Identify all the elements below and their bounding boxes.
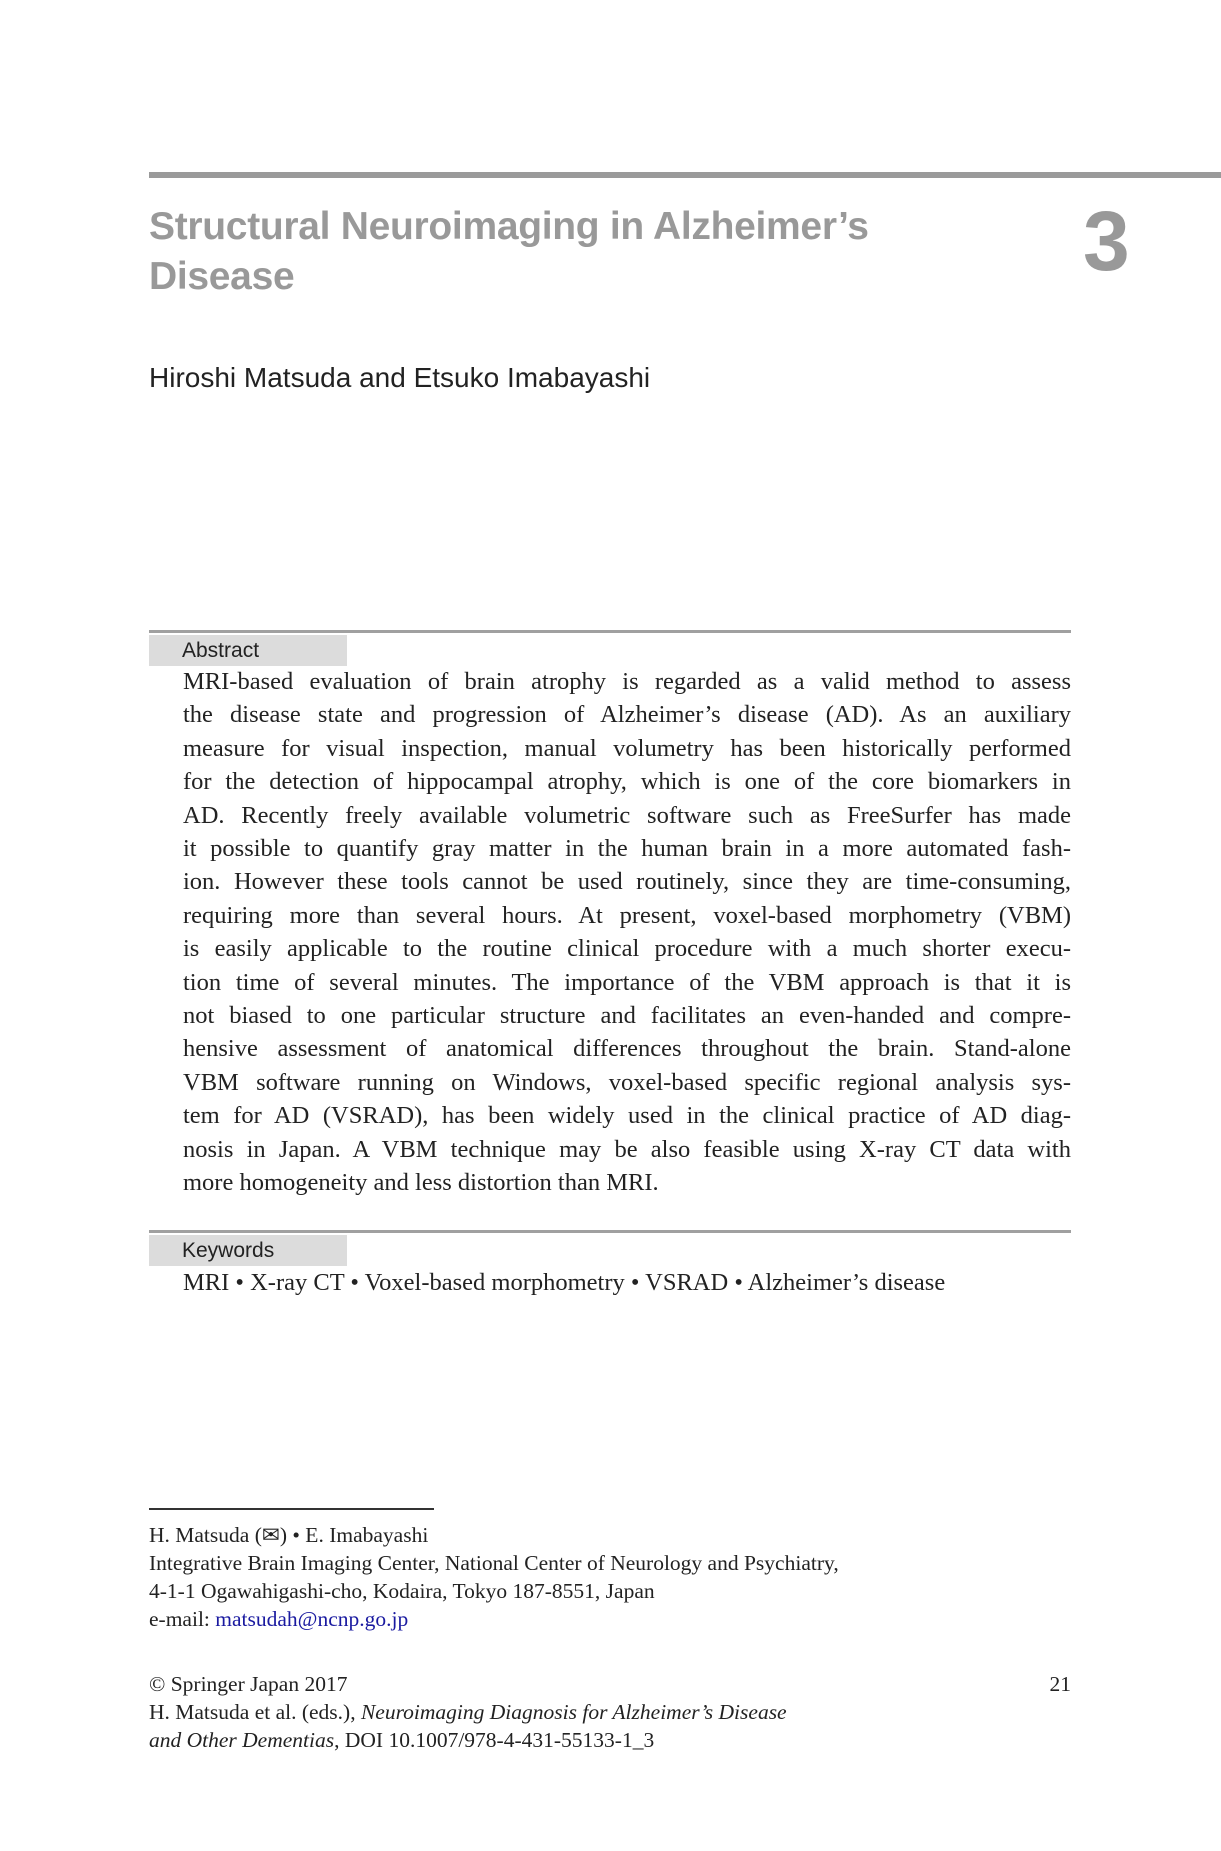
abstract-line: more homogeneity and less distortion than MRI. xyxy=(183,1169,659,1197)
footnote-authors: H. Matsuda (✉) • E. Imabayashi xyxy=(149,1523,429,1547)
citation-doi: , DOI 10.1007/978-4-431-55133-1_3 xyxy=(334,1728,655,1752)
keywords-label: Keywords xyxy=(149,1235,347,1266)
abstract-line: nosis in Japan. A VBM technique may be also feasible using X-ray CT data with xyxy=(183,1135,1071,1163)
page-number: 21 xyxy=(1049,1672,1071,1696)
email-label: e-mail: xyxy=(149,1607,216,1631)
citation-editors: H. Matsuda et al. (eds.), xyxy=(149,1700,361,1724)
abstract-line: tion time of several minutes. The importance of the VBM approach is that it is xyxy=(183,968,1071,996)
footnote-affiliation: Integrative Brain Imaging Center, National Center of Neurology and Psychiatry, xyxy=(149,1551,839,1575)
book-title-part-1: Neuroimaging Diagnosis for Alzheimer’s Disease xyxy=(360,1700,787,1724)
keywords-rule xyxy=(149,1230,1071,1233)
abstract-line: is easily applicable to the routine clinical procedure with a much shorter execu- xyxy=(183,935,1071,963)
citation-line-1 xyxy=(149,1698,787,1726)
chapter-title: Structural Neuroimaging in Alzheimer’s Disease xyxy=(149,205,869,298)
abstract-line: hensive assessment of anatomical differences throughout the brain. Stand-alone xyxy=(183,1035,1071,1063)
citation-line-2 xyxy=(149,1726,654,1754)
abstract-label: Abstract xyxy=(149,635,347,666)
abstract-line: for the detection of hippocampal atrophy, which is one of the core biomarkers in xyxy=(183,768,1071,796)
abstract-line: VBM software running on Windows, voxel-based specific regional analysis sys- xyxy=(183,1068,1071,1096)
abstract-rule xyxy=(149,630,1071,633)
keywords-list: MRI • X-ray CT • Voxel-based morphometry • VSRAD • Alzheimer’s disease xyxy=(183,1269,946,1296)
email-link[interactable]: matsudah@ncnp.go.jp xyxy=(215,1607,409,1631)
abstract-body xyxy=(183,665,1071,1200)
footnote-email-line xyxy=(149,1605,408,1633)
abstract-line: tem for AD (VSRAD), has been widely used in the clinical practice of AD diag- xyxy=(183,1102,1071,1130)
footnote-address: 4-1-1 Ogawahigashi-cho, Kodaira, Tokyo 187-8551, Japan xyxy=(149,1579,655,1603)
abstract-line: measure for visual inspection, manual volumetry has been historically performed xyxy=(183,734,1071,762)
abstract-line: not biased to one particular structure and facilitates an even-handed and compre- xyxy=(183,1002,1071,1030)
book-title-part-2: and Other Dementias xyxy=(149,1728,335,1752)
abstract-line: MRI-based evaluation of brain atrophy is regarded as a valid method to assess xyxy=(183,668,1071,695)
chapter-top-rule xyxy=(149,172,1221,178)
copyright: © Springer Japan 2017 xyxy=(149,1672,348,1696)
footnote-rule xyxy=(149,1508,434,1510)
abstract-line: it possible to quantify gray matter in the human brain in a more automated fash- xyxy=(183,835,1071,863)
abstract-line: ion. However these tools cannot be used routinely, since they are time-consuming, xyxy=(183,868,1071,896)
abstract-line: AD. Recently freely available volumetric software such as FreeSurfer has made xyxy=(183,801,1071,829)
abstract-line: the disease state and progression of Alzheimer’s disease (AD). As an auxiliary xyxy=(183,701,1071,729)
abstract-line: requiring more than several hours. At present, voxel-based morphometry (VBM) xyxy=(183,901,1071,929)
chapter-number: 3 xyxy=(1083,194,1130,288)
chapter-authors: Hiroshi Matsuda and Etsuko Imabayashi xyxy=(149,362,651,393)
